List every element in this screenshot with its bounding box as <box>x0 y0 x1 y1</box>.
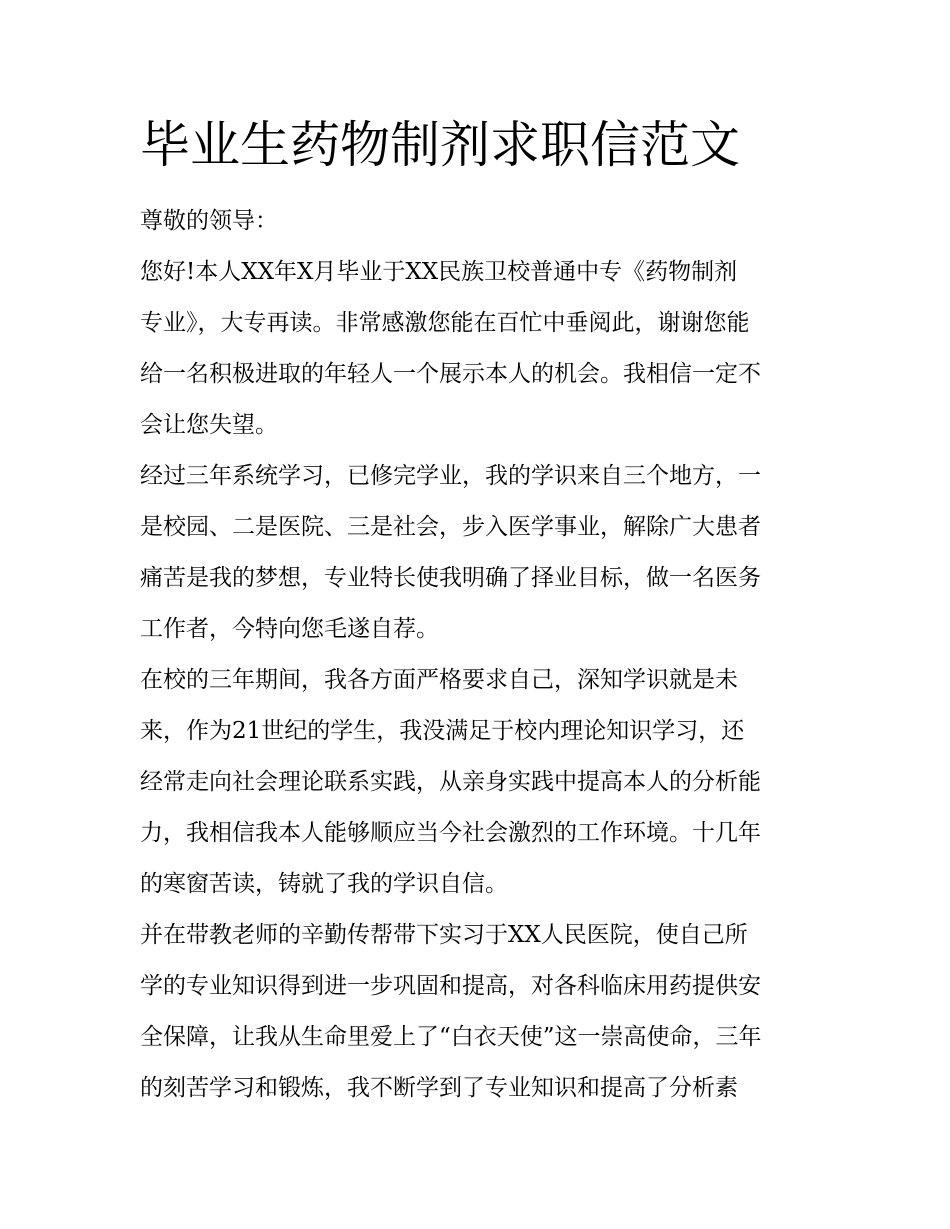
document-body <box>140 196 812 1114</box>
text-line: 并在带教老师的辛勤传帮带下实习于XX人民医院，使自己所 <box>140 922 748 948</box>
page-title: 毕业生药物制剂求职信范文 <box>140 116 740 174</box>
intro-paragraph <box>140 247 812 451</box>
text-line: 痛苦是我的梦想，专业特长使我明确了择业目标，做一名医务 <box>140 565 761 591</box>
text-line: 您好!本人XX年X月毕业于XX民族卫校普通中专《药物制剂 <box>140 259 738 285</box>
text-line: 是校园、二是医院、三是社会，步入医学事业，解除广大患者 <box>140 514 761 540</box>
school-paragraph <box>140 655 812 910</box>
text-line: 全保障，让我从生命里爱上了“白衣天使”这一崇高使命，三年 <box>140 1024 762 1050</box>
text-line: 学的专业知识得到进一步巩固和提高，对各科临床用药提供安 <box>140 973 761 999</box>
text-line: 工作者，今特向您毛遂自荐。 <box>140 616 439 642</box>
text-line: 给一名积极进取的年轻人一个展示本人的机会。我相信一定不 <box>140 361 761 387</box>
text-line: 来，作为21世纪的学生，我没满足于校内理论知识学习，还 <box>140 718 745 744</box>
text-line: 尊敬的领导： <box>140 208 278 234</box>
text-line: 经常走向社会理论联系实践，从亲身实践中提高本人的分析能 <box>140 769 761 795</box>
study-paragraph <box>140 451 812 655</box>
text-line: 会让您失望。 <box>140 412 278 438</box>
text-line: 力，我相信我本人能够顺应当今社会激烈的工作环境。十几年 <box>140 820 761 846</box>
internship-paragraph <box>140 910 812 1114</box>
text-line: 经过三年系统学习，已修完学业，我的学识来自三个地方，一 <box>140 463 761 489</box>
text-line: 的寒窗苦读，铸就了我的学识自信。 <box>140 871 508 897</box>
salutation-paragraph <box>140 196 812 247</box>
text-line: 专业》，大专再读。非常感激您能在百忙中垂阅此，谢谢您能 <box>140 310 750 336</box>
text-line: 的刻苦学习和锻炼，我不断学到了专业知识和提高了分析素 <box>140 1075 738 1101</box>
text-line: 在校的三年期间，我各方面严格要求自己，深知学识就是未 <box>140 667 738 693</box>
